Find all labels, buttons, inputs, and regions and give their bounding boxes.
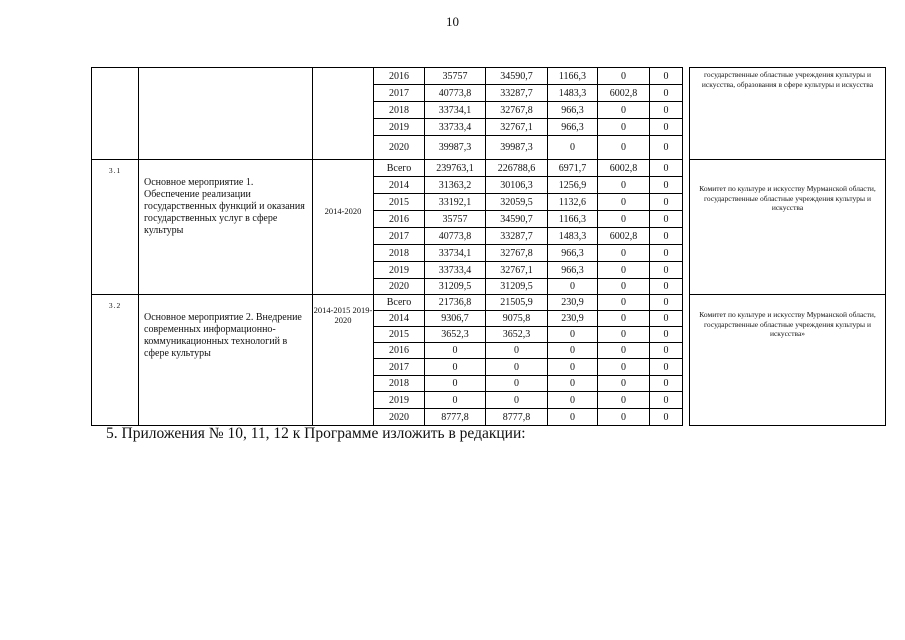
value-cell: 3652,3 — [425, 327, 486, 343]
value-cell: 8777,8 — [425, 409, 486, 426]
value-cell: 33733,4 — [425, 262, 486, 279]
value-cell: 0 — [548, 376, 598, 392]
value-cell: 1483,3 — [548, 228, 598, 245]
value-cell: 966,3 — [548, 119, 598, 136]
value-cell: 0 — [650, 102, 683, 119]
value-cell: 0 — [598, 194, 650, 211]
year-cell: 2015 — [374, 194, 425, 211]
value-cell: 0 — [650, 68, 683, 85]
value-cell: 966,3 — [548, 262, 598, 279]
value-cell: 0 — [598, 119, 650, 136]
year-cell: 2014 — [374, 311, 425, 327]
value-cell: 0 — [650, 160, 683, 177]
year-cell: 2019 — [374, 119, 425, 136]
value-cell: 0 — [548, 327, 598, 343]
year-cell: 2020 — [374, 136, 425, 160]
value-cell: 34590,7 — [486, 68, 548, 85]
value-cell: 33287,7 — [486, 228, 548, 245]
value-cell: 0 — [425, 376, 486, 392]
value-cell: 30106,3 — [486, 177, 548, 194]
value-cell: 966,3 — [548, 102, 598, 119]
year-cell: 2018 — [374, 102, 425, 119]
item-period: 2014-2020 — [313, 160, 374, 295]
year-cell: 2015 — [374, 327, 425, 343]
table-row — [92, 68, 886, 85]
value-cell: 0 — [598, 136, 650, 160]
value-cell: 0 — [598, 68, 650, 85]
value-cell: 0 — [598, 392, 650, 409]
value-cell: 1132,6 — [548, 194, 598, 211]
value-cell: 0 — [548, 409, 598, 426]
value-cell: 6002,8 — [598, 160, 650, 177]
year-cell: 2020 — [374, 409, 425, 426]
value-cell: 33287,7 — [486, 85, 548, 102]
value-cell: 0 — [650, 279, 683, 295]
item-name — [139, 68, 313, 160]
year-cell: Всего — [374, 160, 425, 177]
item-number — [92, 68, 139, 160]
item-number: 3.1 — [92, 160, 139, 295]
value-cell: 0 — [598, 211, 650, 228]
value-cell: 40773,8 — [425, 228, 486, 245]
table-row — [92, 295, 886, 311]
year-cell: 2018 — [374, 376, 425, 392]
value-cell: 0 — [548, 392, 598, 409]
value-cell: 0 — [548, 136, 598, 160]
value-cell: 32767,1 — [486, 119, 548, 136]
value-cell: 32767,1 — [486, 262, 548, 279]
value-cell: 9075,8 — [486, 311, 548, 327]
item-name: Основное мероприятие 1. Обеспечение реализации государственных функций и оказания государственных услуг в сфере культуры — [139, 160, 313, 295]
value-cell: 0 — [650, 262, 683, 279]
value-cell: 0 — [650, 245, 683, 262]
year-cell: 2017 — [374, 359, 425, 376]
year-cell: 2016 — [374, 343, 425, 359]
value-cell: 34590,7 — [486, 211, 548, 228]
value-cell: 0 — [650, 136, 683, 160]
value-cell: 1166,3 — [548, 211, 598, 228]
program-table — [91, 67, 886, 426]
value-cell: 0 — [650, 85, 683, 102]
value-cell: 9306,7 — [425, 311, 486, 327]
spacer-cell — [683, 68, 690, 160]
value-cell: 1166,3 — [548, 68, 598, 85]
value-cell: 32767,8 — [486, 102, 548, 119]
value-cell: 32767,8 — [486, 245, 548, 262]
item-executor: Комитет по культуре и искусству Мурманской области, государственные областные учреждения культуры и искусства — [690, 160, 886, 295]
value-cell: 0 — [548, 279, 598, 295]
value-cell: 0 — [598, 102, 650, 119]
value-cell: 0 — [650, 211, 683, 228]
value-cell: 33734,1 — [425, 245, 486, 262]
year-cell: 2019 — [374, 392, 425, 409]
value-cell: 0 — [598, 177, 650, 194]
value-cell: 0 — [650, 359, 683, 376]
value-cell: 0 — [598, 327, 650, 343]
table-row — [92, 160, 886, 177]
year-cell: 2017 — [374, 85, 425, 102]
value-cell: 0 — [425, 343, 486, 359]
value-cell: 0 — [425, 359, 486, 376]
value-cell: 0 — [650, 295, 683, 311]
value-cell: 226788,6 — [486, 160, 548, 177]
value-cell: 0 — [598, 295, 650, 311]
value-cell: 0 — [598, 311, 650, 327]
value-cell: 39987,3 — [486, 136, 548, 160]
value-cell: 0 — [650, 392, 683, 409]
value-cell: 0 — [650, 343, 683, 359]
item-period — [313, 68, 374, 160]
value-cell: 0 — [598, 409, 650, 426]
value-cell: 0 — [650, 327, 683, 343]
value-cell: 0 — [650, 177, 683, 194]
value-cell: 0 — [598, 343, 650, 359]
year-cell: Всего — [374, 295, 425, 311]
value-cell: 0 — [598, 279, 650, 295]
value-cell: 239763,1 — [425, 160, 486, 177]
value-cell: 0 — [650, 194, 683, 211]
value-cell: 0 — [548, 343, 598, 359]
value-cell: 21505,9 — [486, 295, 548, 311]
value-cell: 0 — [548, 359, 598, 376]
item-executor: государственные областные учреждения культуры и искусства, образования в сфере культуры и искусства — [690, 68, 886, 160]
value-cell: 230,9 — [548, 311, 598, 327]
value-cell: 0 — [650, 228, 683, 245]
value-cell: 21736,8 — [425, 295, 486, 311]
value-cell: 31209,5 — [486, 279, 548, 295]
value-cell: 1483,3 — [548, 85, 598, 102]
value-cell: 33192,1 — [425, 194, 486, 211]
page-number: 10 — [446, 14, 459, 29]
value-cell: 0 — [650, 409, 683, 426]
value-cell: 33734,1 — [425, 102, 486, 119]
value-cell: 35757 — [425, 68, 486, 85]
value-cell: 31363,2 — [425, 177, 486, 194]
value-cell: 0 — [650, 119, 683, 136]
value-cell: 31209,5 — [425, 279, 486, 295]
spacer-cell — [683, 160, 690, 295]
item-executor: Комитет по культуре и искусству Мурманской области, государственные областные учреждения культуры и искусства» — [690, 295, 886, 426]
year-cell: 2019 — [374, 262, 425, 279]
year-cell: 2014 — [374, 177, 425, 194]
value-cell: 39987,3 — [425, 136, 486, 160]
value-cell: 33733,4 — [425, 119, 486, 136]
year-cell: 2018 — [374, 245, 425, 262]
year-cell: 2017 — [374, 228, 425, 245]
value-cell: 6002,8 — [598, 85, 650, 102]
value-cell: 230,9 — [548, 295, 598, 311]
year-cell: 2016 — [374, 211, 425, 228]
value-cell: 0 — [486, 343, 548, 359]
value-cell: 3652,3 — [486, 327, 548, 343]
instruction-text: 5. Приложения № 10, 11, 12 к Программе изложить в редакции: — [106, 425, 526, 442]
item-period: 2014-2015 2019-2020 — [313, 295, 374, 426]
value-cell: 0 — [650, 376, 683, 392]
year-cell: 2016 — [374, 68, 425, 85]
value-cell: 32059,5 — [486, 194, 548, 211]
value-cell: 0 — [486, 376, 548, 392]
year-cell: 2020 — [374, 279, 425, 295]
value-cell: 0 — [650, 311, 683, 327]
value-cell: 966,3 — [548, 245, 598, 262]
value-cell: 0 — [598, 245, 650, 262]
value-cell: 40773,8 — [425, 85, 486, 102]
item-name: Основное мероприятие 2. Внедрение современных информационно-коммуникационных технологий в сфере культуры — [139, 295, 313, 426]
value-cell: 35757 — [425, 211, 486, 228]
value-cell: 6971,7 — [548, 160, 598, 177]
value-cell: 1256,9 — [548, 177, 598, 194]
value-cell: 0 — [425, 392, 486, 409]
value-cell: 0 — [598, 376, 650, 392]
value-cell: 0 — [598, 359, 650, 376]
item-number: 3.2 — [92, 295, 139, 426]
value-cell: 8777,8 — [486, 409, 548, 426]
spacer-cell — [683, 295, 690, 426]
value-cell: 0 — [486, 392, 548, 409]
value-cell: 0 — [598, 262, 650, 279]
value-cell: 0 — [486, 359, 548, 376]
value-cell: 6002,8 — [598, 228, 650, 245]
